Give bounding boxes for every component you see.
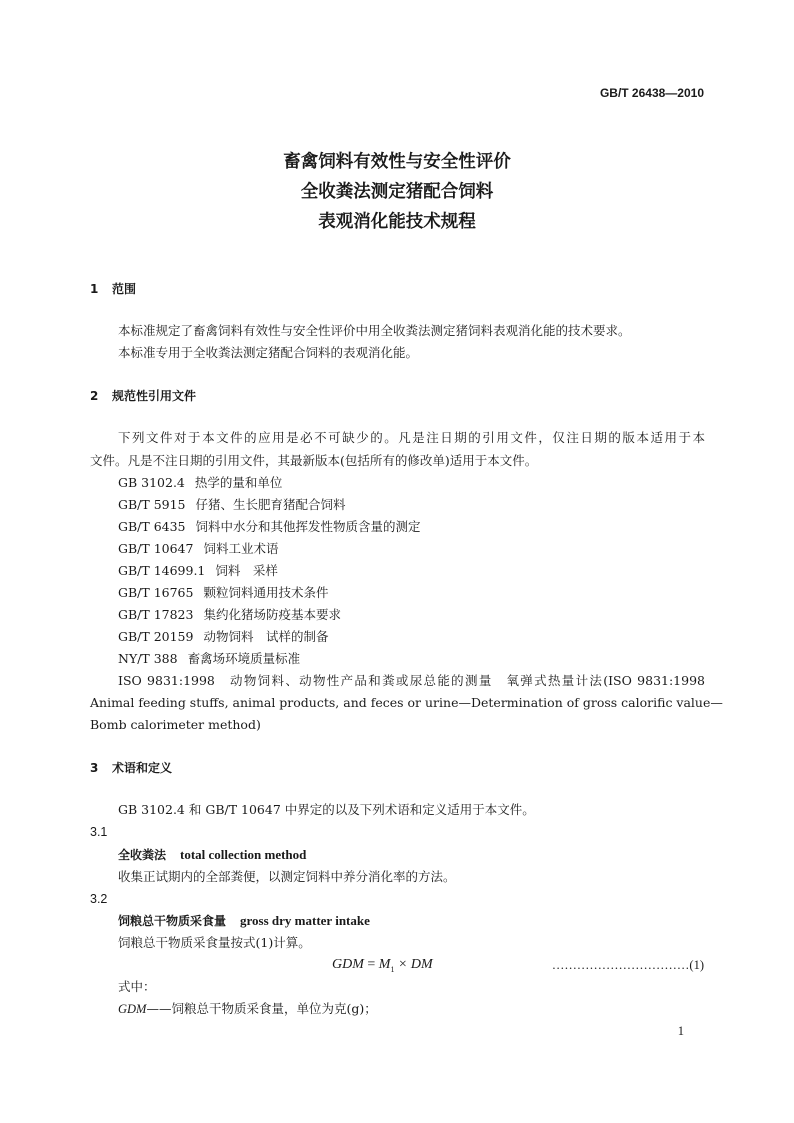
term-english: total collection method: [180, 847, 307, 862]
equation-equals: =: [363, 957, 379, 972]
reference-item: [118, 518, 421, 536]
reference-title: 仔猪、生长肥育猪配合饲料: [195, 497, 346, 512]
section-2-heading: [90, 387, 196, 405]
reference-item: [118, 628, 328, 646]
reference-code: GB/T 6435: [118, 519, 186, 534]
reference-title: 动物饲料 试样的制备: [203, 629, 329, 644]
paragraph: GB 3102.4 和 GB/T 10647 中界定的以及下列术语和定义适用于本文件。: [118, 802, 535, 817]
section-number: 3: [90, 761, 99, 775]
equation-lhs: GDM: [332, 957, 364, 972]
paragraph: 本标准专用于全收粪法测定猪配合饲料的表观消化能。: [118, 345, 419, 360]
reference-item: [118, 606, 341, 624]
variable-definition: [118, 1000, 377, 1018]
equation-number: ……………………………(1): [551, 958, 704, 972]
reference-code: GB/T 14699.1: [118, 563, 206, 578]
reference-iso-line-3: Bomb calorimeter method): [90, 717, 261, 732]
reference-title: 畜禽场环境质量标准: [187, 651, 301, 666]
term-chinese: 饲粮总干物质采食量: [118, 914, 227, 928]
variable-symbol: GDM: [118, 1002, 147, 1016]
section-3-heading: [90, 759, 172, 777]
reference-code: NY/T 388: [118, 651, 178, 666]
section-title: 范围: [112, 282, 137, 296]
term-chinese: 全收粪法: [118, 848, 167, 862]
paragraph: 下列文件对于本文件的应用是必不可缺少的。凡是注日期的引用文件，仅注日期的版本适用于本: [118, 430, 705, 445]
term-definition: 收集正试期内的全部粪便，以测定饲料中养分消化率的方法。: [118, 869, 456, 884]
reference-title: 颗粒饲料通用技术条件: [203, 585, 329, 600]
section-number: 2: [90, 389, 99, 403]
section-title: 规范性引用文件: [112, 389, 197, 403]
paragraph: 文件。凡是不注日期的引用文件，其最新版本(包括所有的修改单)适用于本文件。: [90, 453, 538, 468]
reference-item: [118, 650, 300, 668]
reference-title: 热学的量和单位: [194, 475, 283, 490]
section-1-heading: [90, 280, 136, 298]
term-number: 3.1: [90, 825, 108, 839]
reference-item: [118, 562, 278, 580]
equation-rest: × DM: [394, 957, 433, 972]
reference-code: GB/T 5915: [118, 497, 186, 512]
where-label: 式中：: [118, 979, 156, 994]
document-title-line-2: 全收粪法测定猪配合饲料: [300, 182, 494, 202]
document-title-line-3: 表观消化能技术规程: [318, 212, 476, 232]
reference-title: 集约化猪场防疫基本要求: [203, 607, 341, 622]
term-english: gross dry matter intake: [240, 913, 370, 928]
section-number: 1: [90, 282, 99, 296]
reference-iso-line-2: Animal feeding stuffs, animal products, and feces or urine—Determination of gross calorific value—: [90, 695, 723, 710]
document-title-line-1: 畜禽饲料有效性与安全性评价: [283, 152, 511, 172]
term-number: 3.2: [90, 892, 108, 906]
reference-code: GB/T 17823: [118, 607, 194, 622]
reference-code: GB 3102.4: [118, 475, 185, 490]
reference-code: GB/T 20159: [118, 629, 194, 644]
equation-subscript: 1: [390, 964, 395, 974]
reference-iso-line-1: ISO 9831:1998 动物饲料、动物性产品和粪或尿总能的测量 氧弹式热量计法(ISO 9831:1998: [118, 673, 705, 688]
term-heading: [118, 912, 370, 930]
term-definition: 饲粮总干物质采食量按式(1)计算。: [118, 935, 311, 950]
reference-title: 饲料 采样: [215, 563, 278, 578]
reference-code: GB/T 16765: [118, 585, 194, 600]
equation: [332, 956, 433, 974]
reference-code: GB/T 10647: [118, 541, 194, 556]
page-number: 1: [677, 1024, 684, 1038]
reference-title: 饲料中水分和其他挥发性物质含量的测定: [195, 519, 421, 534]
reference-item: [118, 474, 282, 492]
reference-item: [118, 540, 278, 558]
variable-description: ——饲粮总干物质采食量，单位为克(g)；: [146, 1001, 377, 1016]
standard-code: GB/T 26438—2010: [599, 86, 704, 100]
reference-item: [118, 584, 328, 602]
section-title: 术语和定义: [112, 761, 173, 775]
term-heading: [118, 846, 306, 864]
equation-m: M: [378, 957, 391, 972]
reference-title: 饲料工业术语: [203, 541, 279, 556]
reference-item: [118, 496, 346, 514]
paragraph: 本标准规定了畜禽饲料有效性与安全性评价中用全收粪法测定猪饲料表观消化能的技术要求。: [118, 323, 631, 338]
